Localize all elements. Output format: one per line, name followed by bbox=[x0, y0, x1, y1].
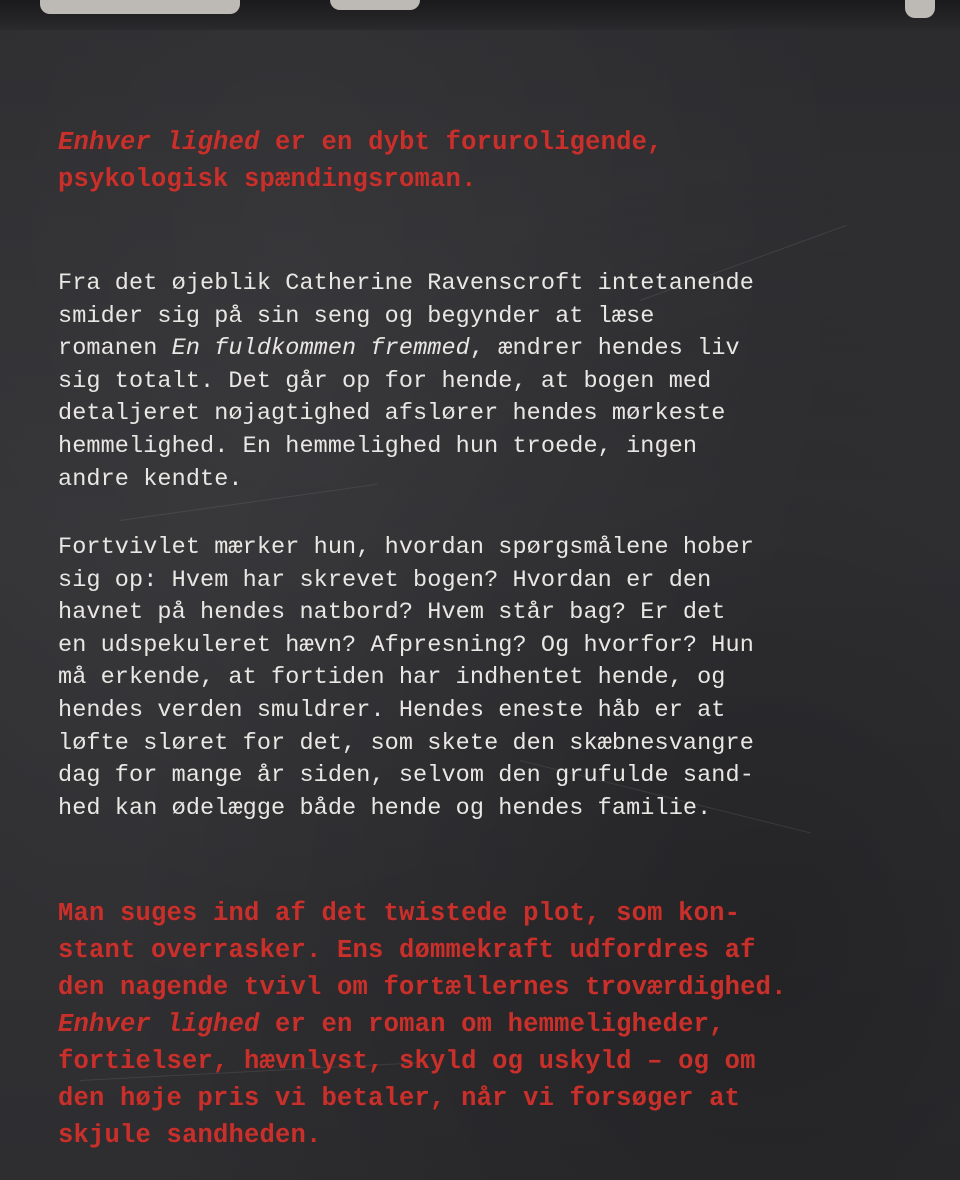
review-line bbox=[58, 932, 898, 969]
text-segment: sig op: Hvem har skrevet bogen? Hvordan er den bbox=[58, 566, 712, 594]
worn-edge-mark bbox=[330, 0, 420, 10]
text-segment: romanen bbox=[58, 335, 172, 363]
text-segment: dag for mange år siden, selvom den grufulde sand- bbox=[58, 762, 754, 790]
tagline bbox=[58, 124, 898, 198]
italic-title-text: En fuldkommen fremmed bbox=[171, 335, 470, 363]
paragraph2-line bbox=[58, 760, 898, 793]
text-segment: Fortvivlet mærker hun, hvordan spørgsmålene hober bbox=[58, 534, 754, 561]
review-line bbox=[58, 1117, 898, 1154]
review-line bbox=[58, 895, 898, 932]
synopsis-paragraph-2 bbox=[58, 532, 898, 825]
paragraph2-line bbox=[58, 597, 898, 630]
text-segment: hed kan ødelægge både hende og hendes familie. bbox=[58, 794, 712, 822]
paragraph2-line bbox=[58, 695, 898, 728]
text-segment: , ændrer hendes liv bbox=[469, 335, 740, 363]
paragraph1-line bbox=[58, 464, 898, 497]
text-segment: den høje pris vi betaler, når vi forsøger at bbox=[58, 1084, 741, 1113]
text-segment: detaljeret nøjagtighed afslører hendes mørkeste bbox=[58, 400, 726, 428]
review-line bbox=[58, 1080, 898, 1117]
text-segment: psykologisk spændingsroman. bbox=[58, 165, 477, 194]
worn-edge-mark bbox=[905, 0, 935, 18]
review-line bbox=[58, 969, 898, 1006]
paragraph2-line bbox=[58, 662, 898, 695]
paragraph1-line bbox=[58, 301, 898, 334]
text-segment: fortielser, hævnlyst, skyld og uskyld – og om bbox=[58, 1047, 756, 1076]
paragraph1-line bbox=[58, 431, 898, 464]
worn-edge-mark bbox=[40, 0, 240, 14]
text-segment: hemmelighed. En hemmelighed hun troede, ingen bbox=[58, 432, 698, 460]
tagline-line bbox=[58, 161, 898, 198]
synopsis-paragraph-1 bbox=[58, 268, 898, 496]
text-segment: må erkende, at fortiden har indhentet hende, og bbox=[58, 664, 726, 692]
text-segment: en udspekuleret hævn? Afpresning? Og hvorfor? Hun bbox=[58, 631, 754, 659]
text-segment: hendes verden smuldrer. Hendes eneste håb er at bbox=[58, 696, 726, 724]
text-segment: er en dybt foruroligende, bbox=[259, 128, 663, 157]
paragraph2-line bbox=[58, 793, 898, 826]
text-segment: den nagende tvivl om fortællernes troværdighed. bbox=[58, 973, 787, 1002]
text-segment: løfte sløret for det, som skete den skæbnesvangre bbox=[58, 729, 754, 757]
paragraph1-line bbox=[58, 268, 898, 301]
text-segment: er en roman om hemmeligheder, bbox=[259, 1010, 725, 1039]
text-segment: sig totalt. Det går op for hende, at bogen med bbox=[58, 367, 712, 395]
paragraph2-line bbox=[58, 532, 898, 565]
text-segment: Man suges ind af det twistede plot, som kon- bbox=[58, 899, 741, 928]
italic-title-text: Enhver lighed bbox=[58, 128, 260, 157]
paragraph2-line bbox=[58, 630, 898, 663]
paragraph2-line bbox=[58, 565, 898, 598]
italic-title-text: Enhver lighed bbox=[58, 1010, 260, 1039]
text-segment: andre kendte. bbox=[58, 465, 243, 493]
text-segment: Fra det øjeblik Catherine Ravenscroft intetanende bbox=[58, 270, 754, 297]
text-segment: smider sig på sin seng og begynder at læse bbox=[58, 302, 655, 330]
tagline-line bbox=[58, 124, 898, 161]
review-line bbox=[58, 1043, 898, 1080]
paragraph2-line bbox=[58, 728, 898, 761]
text-segment: havnet på hendes natbord? Hvem står bag? Er det bbox=[58, 599, 726, 627]
text-segment: skjule sandheden. bbox=[58, 1121, 322, 1150]
review-quote bbox=[58, 895, 898, 1154]
text-segment: stant overrasker. Ens dømmekraft udfordres af bbox=[58, 936, 756, 965]
paragraph1-line bbox=[58, 366, 898, 399]
review-line bbox=[58, 1006, 898, 1043]
paragraph1-line bbox=[58, 333, 898, 366]
paragraph1-line bbox=[58, 398, 898, 431]
